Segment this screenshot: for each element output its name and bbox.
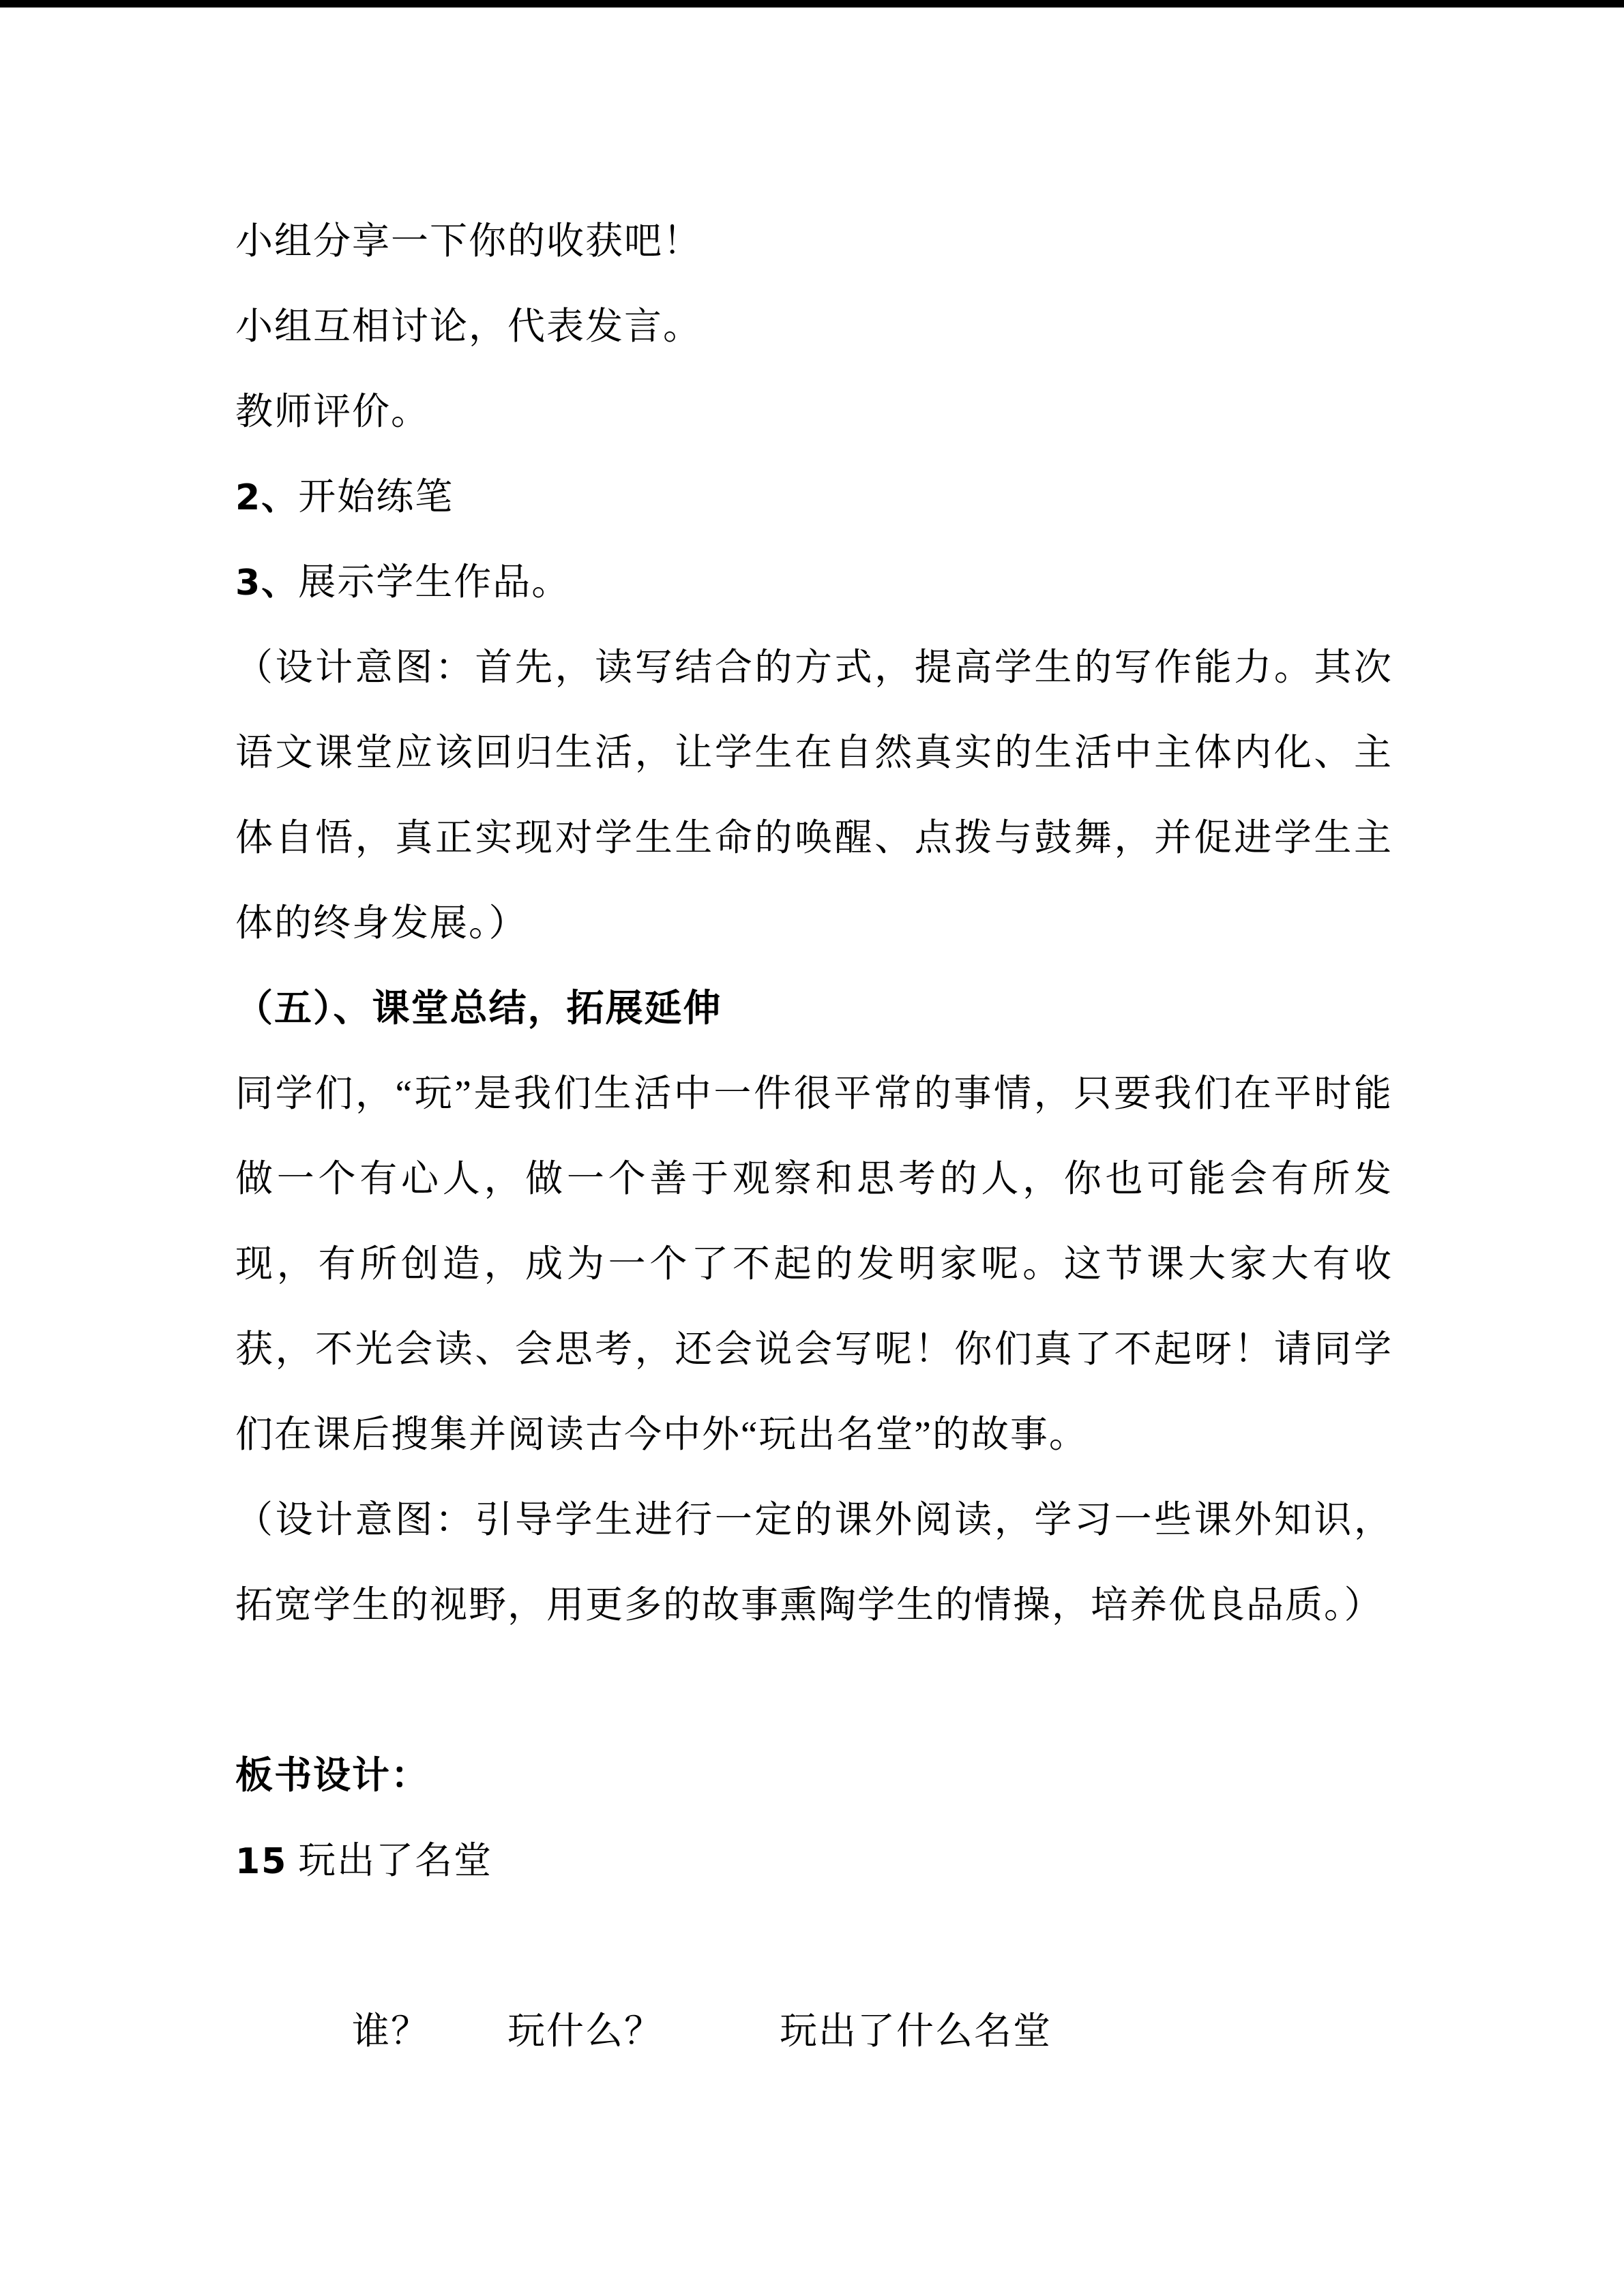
text-line xyxy=(235,1154,1391,1240)
text-line xyxy=(235,2007,1391,2092)
line-text: 小组分享一下你的收获吧！ xyxy=(235,220,703,262)
line-text: 谁？ 玩什么？ 玩出了什么名堂 xyxy=(235,2010,1052,2052)
blank-line xyxy=(235,1666,1391,1751)
line-text: 体的终身发展。） xyxy=(235,902,528,944)
text-line xyxy=(235,387,1391,473)
text-line xyxy=(235,1069,1391,1154)
text-line xyxy=(235,899,1391,984)
line-text: （五）、课堂总结，拓展延伸 xyxy=(235,987,722,1029)
text-line xyxy=(235,814,1391,899)
line-text: 板书设计： xyxy=(235,1755,430,1796)
text-line xyxy=(235,473,1391,558)
line-number: 15 xyxy=(235,1841,288,1882)
document-body xyxy=(235,217,1391,2092)
line-text: 开始练笔 xyxy=(298,476,454,518)
heading-line xyxy=(235,984,1391,1069)
line-text: 体自悟，真正实现对学生生命的唤醒、点拨与鼓舞，并促进学生主 xyxy=(235,817,1391,859)
text-line xyxy=(235,643,1391,728)
line-text: 展示学生作品。 xyxy=(298,561,571,603)
line-text: 语文课堂应该回归生活，让学生在自然真实的生活中主体内化、主 xyxy=(235,732,1391,773)
text-line xyxy=(235,1836,1391,1922)
line-text: 小组互相讨论，代表发言。 xyxy=(235,305,703,347)
text-line xyxy=(235,1325,1391,1410)
line-text: 同学们，“玩”是我们生活中一件很平常的事情，只要我们在平时能 xyxy=(235,1073,1391,1114)
text-line xyxy=(235,302,1391,387)
line-text: （设计意图：引导学生进行一定的课外阅读，学习一些课外知识， xyxy=(235,1499,1391,1540)
text-line xyxy=(235,1581,1391,1666)
line-number: 2、 xyxy=(235,477,299,518)
line-number: 3、 xyxy=(235,563,299,603)
heading-line xyxy=(235,1751,1391,1836)
line-text: 们在课后搜集并阅读古今中外“玩出名堂”的故事。 xyxy=(235,1414,1088,1455)
line-text: 教师评价。 xyxy=(235,391,430,432)
line-text: 玩出了名堂 xyxy=(287,1840,493,1881)
text-line xyxy=(235,1240,1391,1325)
line-text: 做一个有心人，做一个善于观察和思考的人，你也可能会有所发 xyxy=(235,1158,1391,1199)
line-text: 拓宽学生的视野，用更多的故事熏陶学生的情操，培养优良品质。） xyxy=(235,1584,1383,1626)
text-line xyxy=(235,558,1391,643)
text-line xyxy=(235,728,1391,814)
line-text: 获，不光会读、会思考，还会说会写呢！你们真了不起呀！请同学 xyxy=(235,1328,1391,1370)
line-text: 现，有所创造，成为一个了不起的发明家呢。这节课大家大有收 xyxy=(235,1243,1391,1285)
text-line xyxy=(235,1410,1391,1495)
text-line xyxy=(235,1495,1391,1581)
page-top-border xyxy=(0,0,1624,8)
text-line xyxy=(235,217,1391,302)
line-text: （设计意图：首先，读写结合的方式，提高学生的写作能力。其次 xyxy=(235,646,1391,688)
blank-line xyxy=(235,1922,1391,2007)
